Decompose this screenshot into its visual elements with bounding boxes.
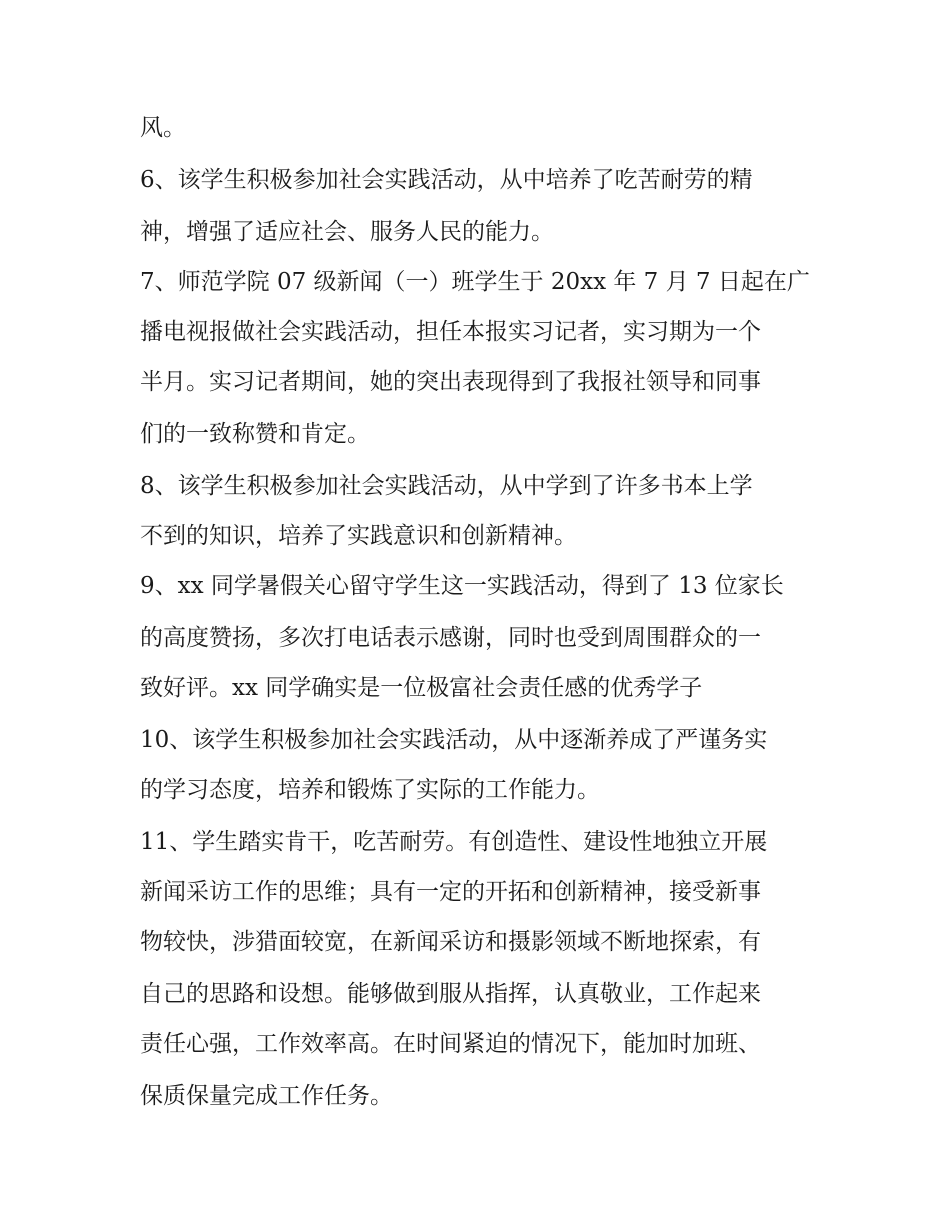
text-line: 自己的思路和设想。能够做到服从指挥，认真敬业，工作起来 xyxy=(140,981,761,1007)
text-line: 的高度赞扬，多次打电话表示感谢，同时也受到周围群众的一 xyxy=(140,625,761,651)
text-line: 致好评。xx 同学确实是一位极富社会责任感的优秀学子 xyxy=(140,675,703,701)
text-line: 们的一致称赞和肯定。 xyxy=(140,421,370,447)
text-line: 8、该学生积极参加社会实践活动，从中学到了许多书本上学 xyxy=(140,473,753,499)
text-line: 物较快，涉猎面较宽，在新闻采访和摄影领域不断地探索，有 xyxy=(140,929,761,955)
text-line: 神，增强了适应社会、服务人民的能力。 xyxy=(140,219,554,245)
text-line: 新闻采访工作的思维；具有一定的开拓和创新精神，接受新事 xyxy=(140,879,761,905)
text-line: 不到的知识，培养了实践意识和创新精神。 xyxy=(140,523,577,549)
text-line: 10、该学生积极参加社会实践活动，从中逐渐养成了严谨务实 xyxy=(140,727,768,753)
text-line: 风。 xyxy=(140,115,186,141)
text-line: 责任心强，工作效率高。在时间紧迫的情况下，能加时加班、 xyxy=(140,1031,761,1057)
text-line: 9、xx 同学暑假关心留守学生这一实践活动，得到了 13 位家长 xyxy=(140,573,784,599)
text-line: 播电视报做社会实践活动，担任本报实习记者，实习期为一个 xyxy=(140,319,761,345)
text-line: 保质保量完成工作任务。 xyxy=(140,1083,393,1109)
text-line: 的学习态度，培养和锻炼了实际的工作能力。 xyxy=(140,777,600,803)
text-line: 6、该学生积极参加社会实践活动，从中培养了吃苦耐劳的精 xyxy=(140,167,753,193)
text-line: 7、师范学院 07 级新闻（一）班学生于 20xx 年 7 月 7 日起在广 xyxy=(140,269,810,295)
text-line: 半月。实习记者期间，她的突出表现得到了我报社领导和同事 xyxy=(140,369,761,395)
text-line: 11、学生踏实肯干，吃苦耐劳。有创造性、建设性地独立开展 xyxy=(140,829,768,855)
